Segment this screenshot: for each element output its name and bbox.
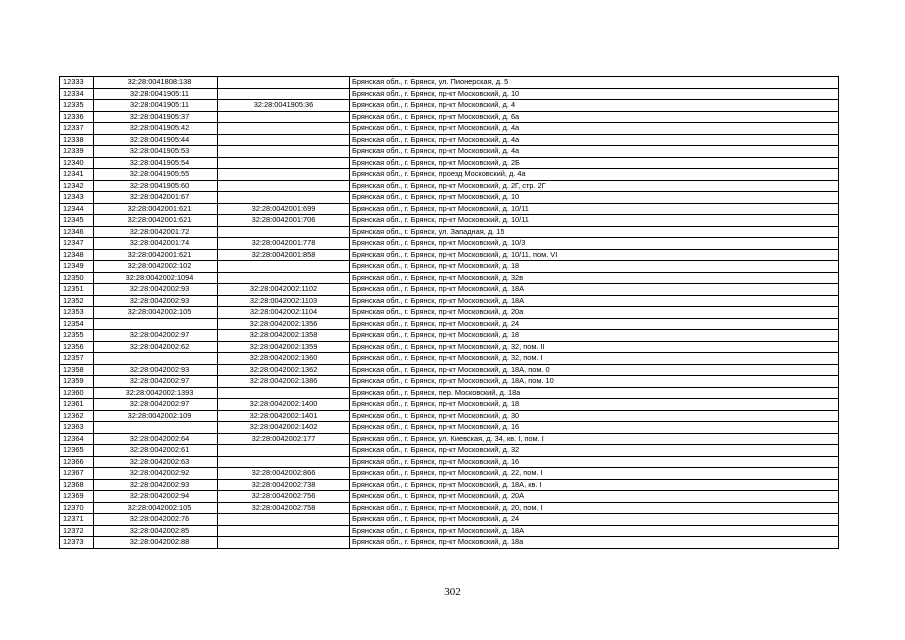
row-number-cell: 12356	[60, 341, 94, 353]
address-cell: Брянская обл., г. Брянск, пр-кт Московский, д. 18	[350, 399, 839, 411]
address-cell: Брянская обл., г. Брянск, пр-кт Московский, д. 24	[350, 514, 839, 526]
object-cadastral-number-cell	[218, 88, 350, 100]
table-row	[60, 192, 839, 204]
address-cell: Брянская обл., г. Брянск, пр-кт Московский, д. 18	[350, 261, 839, 273]
object-cadastral-number-cell	[218, 169, 350, 181]
address-cell: Брянская обл., г. Брянск, ул. Киевская, д. 34, кв. I, пом. I	[350, 433, 839, 445]
object-cadastral-number-cell: 32:28:0042001:699	[218, 203, 350, 215]
row-number-cell: 12370	[60, 502, 94, 514]
cadastral-number-cell: 32:28:0042002:85	[94, 525, 218, 537]
address-cell: Брянская обл., г. Брянск, пр-кт Московский, д. 4а	[350, 146, 839, 158]
row-number-cell: 12351	[60, 284, 94, 296]
row-number-cell: 12336	[60, 111, 94, 123]
object-cadastral-number-cell: 32:28:0042002:1360	[218, 353, 350, 365]
row-number-cell: 12359	[60, 376, 94, 388]
object-cadastral-number-cell	[218, 525, 350, 537]
row-number-cell: 12337	[60, 123, 94, 135]
cadastral-number-cell: 32:28:0042002:93	[94, 479, 218, 491]
table-row	[60, 123, 839, 135]
object-cadastral-number-cell: 32:28:0042002:738	[218, 479, 350, 491]
table-row	[60, 330, 839, 342]
row-number-cell: 12345	[60, 215, 94, 227]
address-cell: Брянская обл., г. Брянск, пр-кт Московский, д. 24	[350, 318, 839, 330]
table-row	[60, 249, 839, 261]
row-number-cell: 12358	[60, 364, 94, 376]
address-cell: Брянская обл., г. Брянск, пр-кт Московский, д. 4а	[350, 134, 839, 146]
row-number-cell: 12354	[60, 318, 94, 330]
row-number-cell: 12369	[60, 491, 94, 503]
address-cell: Брянская обл., г. Брянск, пр-кт Московский, д. 18А, кв. I	[350, 479, 839, 491]
cadastral-number-cell: 32:28:0042002:93	[94, 284, 218, 296]
object-cadastral-number-cell: 32:28:0042002:1402	[218, 422, 350, 434]
cadastral-number-cell: 32:28:0042001:621	[94, 203, 218, 215]
address-cell: Брянская обл., г. Брянск, пр-кт Московский, д. 10	[350, 88, 839, 100]
address-cell: Брянская обл., г. Брянск, пр-кт Московский, д. 32в	[350, 272, 839, 284]
address-cell: Брянская обл., г. Брянск, пр-кт Московский, д. 10/11	[350, 215, 839, 227]
object-cadastral-number-cell: 32:28:0042002:1401	[218, 410, 350, 422]
table-row	[60, 456, 839, 468]
table-row	[60, 318, 839, 330]
address-cell: Брянская обл., г. Брянск, пр-кт Московский, д. 18а	[350, 537, 839, 549]
row-number-cell: 12346	[60, 226, 94, 238]
row-number-cell: 12357	[60, 353, 94, 365]
object-cadastral-number-cell	[218, 445, 350, 457]
cadastral-number-cell: 32:28:0041905:44	[94, 134, 218, 146]
object-cadastral-number-cell: 32:28:0042001:706	[218, 215, 350, 227]
object-cadastral-number-cell: 32:28:0042002:866	[218, 468, 350, 480]
table-row	[60, 445, 839, 457]
cadastral-number-cell: 32:28:0042002:92	[94, 468, 218, 480]
row-number-cell: 12338	[60, 134, 94, 146]
table-row	[60, 433, 839, 445]
table-row	[60, 180, 839, 192]
cadastral-number-cell: 32:28:0042002:93	[94, 295, 218, 307]
object-cadastral-number-cell	[218, 180, 350, 192]
object-cadastral-number-cell	[218, 192, 350, 204]
row-number-cell: 12342	[60, 180, 94, 192]
table-row	[60, 295, 839, 307]
table-row	[60, 157, 839, 169]
row-number-cell: 12348	[60, 249, 94, 261]
address-cell: Брянская обл., г. Брянск, пр-кт Московский, д. 2Г, стр. 2Г	[350, 180, 839, 192]
cadastral-number-cell: 32:28:0042002:97	[94, 330, 218, 342]
table-row	[60, 77, 839, 89]
cadastral-number-cell: 32:28:0042002:105	[94, 307, 218, 319]
cadastral-number-cell: 32:28:0042002:62	[94, 341, 218, 353]
address-cell: Брянская обл., г. Брянск, пр-кт Московский, д. 18А, пом. 10	[350, 376, 839, 388]
row-number-cell: 12371	[60, 514, 94, 526]
cadastral-number-cell: 32:28:0042001:74	[94, 238, 218, 250]
table-row	[60, 468, 839, 480]
table-row	[60, 88, 839, 100]
row-number-cell: 12343	[60, 192, 94, 204]
register-table-body	[60, 77, 839, 549]
table-row	[60, 238, 839, 250]
row-number-cell: 12334	[60, 88, 94, 100]
table-row	[60, 146, 839, 158]
table-row	[60, 525, 839, 537]
object-cadastral-number-cell	[218, 134, 350, 146]
object-cadastral-number-cell	[218, 226, 350, 238]
table-row	[60, 215, 839, 227]
table-row	[60, 514, 839, 526]
row-number-cell: 12365	[60, 445, 94, 457]
document-page	[59, 76, 838, 549]
address-cell: Брянская обл., г. Брянск, пр-кт Московский, д. 6а	[350, 111, 839, 123]
row-number-cell: 12344	[60, 203, 94, 215]
row-number-cell: 12360	[60, 387, 94, 399]
cadastral-number-cell: 32:28:0042001:621	[94, 215, 218, 227]
object-cadastral-number-cell: 32:28:0041905:36	[218, 100, 350, 112]
object-cadastral-number-cell	[218, 146, 350, 158]
object-cadastral-number-cell: 32:28:0042001:858	[218, 249, 350, 261]
row-number-cell: 12367	[60, 468, 94, 480]
object-cadastral-number-cell: 32:28:0042002:758	[218, 502, 350, 514]
cadastral-number-cell: 32:28:0041905:55	[94, 169, 218, 181]
row-number-cell: 12352	[60, 295, 94, 307]
address-cell: Брянская обл., г. Брянск, пр-кт Московский, д. 18А	[350, 295, 839, 307]
address-cell: Брянская обл., г. Брянск, пр-кт Московский, д. 10/3	[350, 238, 839, 250]
address-cell: Брянская обл., г. Брянск, пр-кт Московский, д. 16	[350, 422, 839, 434]
table-row	[60, 502, 839, 514]
table-row	[60, 261, 839, 273]
address-cell: Брянская обл., г. Брянск, пр-кт Московский, д. 30	[350, 410, 839, 422]
cadastral-number-cell: 32:28:0041905:11	[94, 88, 218, 100]
row-number-cell: 12363	[60, 422, 94, 434]
address-cell: Брянская обл., г. Брянск, пр-кт Московский, д. 10	[350, 192, 839, 204]
table-row	[60, 364, 839, 376]
address-cell: Брянская обл., г. Брянск, пр-кт Московский, д. 10/11	[350, 203, 839, 215]
cadastral-number-cell: 32:28:0042002:94	[94, 491, 218, 503]
row-number-cell: 12350	[60, 272, 94, 284]
table-row	[60, 410, 839, 422]
object-cadastral-number-cell	[218, 157, 350, 169]
row-number-cell: 12355	[60, 330, 94, 342]
address-cell: Брянская обл., г. Брянск, пр-кт Московский, д. 2Б	[350, 157, 839, 169]
cadastral-number-cell: 32:28:0041905:60	[94, 180, 218, 192]
address-cell: Брянская обл., г. Брянск, пр-кт Московский, д. 20, пом. I	[350, 502, 839, 514]
page-number: 302	[444, 586, 461, 598]
row-number-cell: 12373	[60, 537, 94, 549]
row-number-cell: 12341	[60, 169, 94, 181]
cadastral-number-cell: 32:28:0042002:97	[94, 399, 218, 411]
object-cadastral-number-cell	[218, 272, 350, 284]
object-cadastral-number-cell: 32:28:0042002:177	[218, 433, 350, 445]
cadastral-number-cell: 32:28:0042001:621	[94, 249, 218, 261]
object-cadastral-number-cell	[218, 456, 350, 468]
address-cell: Брянская обл., г. Брянск, пр-кт Московский, д. 18А	[350, 284, 839, 296]
object-cadastral-number-cell: 32:28:0042002:1102	[218, 284, 350, 296]
address-cell: Брянская обл., г. Брянск, пер. Московский, д. 18а	[350, 387, 839, 399]
table-row	[60, 169, 839, 181]
address-cell: Брянская обл., г. Брянск, пр-кт Московский, д. 18А, пом. 0	[350, 364, 839, 376]
address-cell: Брянская обл., г. Брянск, пр-кт Московский, д. 32, пом. I	[350, 353, 839, 365]
row-number-cell: 12366	[60, 456, 94, 468]
cadastral-number-cell	[94, 422, 218, 434]
table-row	[60, 307, 839, 319]
table-row	[60, 422, 839, 434]
table-row	[60, 399, 839, 411]
address-cell: Брянская обл., г. Брянск, пр-кт Московский, д. 32, пом. II	[350, 341, 839, 353]
address-cell: Брянская обл., г. Брянск, пр-кт Московский, д. 10/11, пом. VI	[350, 249, 839, 261]
cadastral-number-cell: 32:28:0042002:93	[94, 364, 218, 376]
cadastral-number-cell: 32:28:0041905:53	[94, 146, 218, 158]
table-row	[60, 353, 839, 365]
cadastral-number-cell	[94, 353, 218, 365]
object-cadastral-number-cell	[218, 514, 350, 526]
table-row	[60, 341, 839, 353]
address-cell: Брянская обл., г. Брянск, пр-кт Московский, д. 4а	[350, 123, 839, 135]
object-cadastral-number-cell: 32:28:0042002:1104	[218, 307, 350, 319]
table-row	[60, 479, 839, 491]
address-cell: Брянская обл., г. Брянск, пр-кт Московский, д. 20А	[350, 491, 839, 503]
object-cadastral-number-cell	[218, 111, 350, 123]
row-number-cell: 12368	[60, 479, 94, 491]
object-cadastral-number-cell: 32:28:0042002:1362	[218, 364, 350, 376]
address-cell: Брянская обл., г. Брянск, ул. Пионерская, д. 5	[350, 77, 839, 89]
cadastral-number-cell: 32:28:0041905:37	[94, 111, 218, 123]
table-row	[60, 100, 839, 112]
address-cell: Брянская обл., г. Брянск, пр-кт Московский, д. 22, пом. I	[350, 468, 839, 480]
cadastral-number-cell: 32:28:0041808:138	[94, 77, 218, 89]
row-number-cell: 12349	[60, 261, 94, 273]
table-row	[60, 284, 839, 296]
table-row	[60, 491, 839, 503]
table-row	[60, 376, 839, 388]
cadastral-number-cell: 32:28:0041905:42	[94, 123, 218, 135]
cadastral-number-cell: 32:28:0042002:63	[94, 456, 218, 468]
object-cadastral-number-cell: 32:28:0042001:778	[218, 238, 350, 250]
cadastral-number-cell: 32:28:0042002:105	[94, 502, 218, 514]
table-row	[60, 134, 839, 146]
object-cadastral-number-cell: 32:28:0042002:1359	[218, 341, 350, 353]
table-row	[60, 387, 839, 399]
address-cell: Брянская обл., г. Брянск, пр-кт Московский, д. 18	[350, 330, 839, 342]
row-number-cell: 12347	[60, 238, 94, 250]
cadastral-number-cell	[94, 318, 218, 330]
row-number-cell: 12335	[60, 100, 94, 112]
object-cadastral-number-cell: 32:28:0042002:1400	[218, 399, 350, 411]
row-number-cell: 12339	[60, 146, 94, 158]
table-row	[60, 272, 839, 284]
cadastral-number-cell: 32:28:0042002:97	[94, 376, 218, 388]
row-number-cell: 12353	[60, 307, 94, 319]
cadastral-number-cell: 32:28:0042002:102	[94, 261, 218, 273]
row-number-cell: 12364	[60, 433, 94, 445]
address-cell: Брянская обл., г. Брянск, ул. Западная, д. 15	[350, 226, 839, 238]
object-cadastral-number-cell	[218, 261, 350, 273]
cadastral-number-cell: 32:28:0042002:1393	[94, 387, 218, 399]
cadastral-number-cell: 32:28:0042001:72	[94, 226, 218, 238]
row-number-cell: 12362	[60, 410, 94, 422]
object-cadastral-number-cell	[218, 537, 350, 549]
table-row	[60, 203, 839, 215]
cadastral-number-cell: 32:28:0042002:109	[94, 410, 218, 422]
table-row	[60, 226, 839, 238]
address-cell: Брянская обл., г. Брянск, пр-кт Московский, д. 20а	[350, 307, 839, 319]
object-cadastral-number-cell	[218, 123, 350, 135]
address-cell: Брянская обл., г. Брянск, пр-кт Московский, д. 4	[350, 100, 839, 112]
object-cadastral-number-cell: 32:28:0042002:756	[218, 491, 350, 503]
cadastral-number-cell: 32:28:0042002:88	[94, 537, 218, 549]
object-cadastral-number-cell	[218, 77, 350, 89]
row-number-cell: 12333	[60, 77, 94, 89]
table-row	[60, 111, 839, 123]
object-cadastral-number-cell: 32:28:0042002:1386	[218, 376, 350, 388]
cadastral-number-cell: 32:28:0042002:61	[94, 445, 218, 457]
row-number-cell: 12361	[60, 399, 94, 411]
address-cell: Брянская обл., г. Брянск, пр-кт Московский, д. 16	[350, 456, 839, 468]
cadastral-number-cell: 32:28:0042002:76	[94, 514, 218, 526]
object-cadastral-number-cell: 32:28:0042002:1103	[218, 295, 350, 307]
cadastral-number-cell: 32:28:0042002:64	[94, 433, 218, 445]
object-cadastral-number-cell	[218, 387, 350, 399]
property-register-table	[59, 76, 839, 549]
row-number-cell: 12340	[60, 157, 94, 169]
table-row	[60, 537, 839, 549]
address-cell: Брянская обл., г. Брянск, проезд Московский, д. 4а	[350, 169, 839, 181]
address-cell: Брянская обл., г. Брянск, пр-кт Московский, д. 18А	[350, 525, 839, 537]
object-cadastral-number-cell: 32:28:0042002:1358	[218, 330, 350, 342]
object-cadastral-number-cell: 32:28:0042002:1356	[218, 318, 350, 330]
cadastral-number-cell: 32:28:0042002:1094	[94, 272, 218, 284]
cadastral-number-cell: 32:28:0042001:67	[94, 192, 218, 204]
cadastral-number-cell: 32:28:0041905:54	[94, 157, 218, 169]
address-cell: Брянская обл., г. Брянск, пр-кт Московский, д. 32	[350, 445, 839, 457]
row-number-cell: 12372	[60, 525, 94, 537]
cadastral-number-cell: 32:28:0041905:11	[94, 100, 218, 112]
